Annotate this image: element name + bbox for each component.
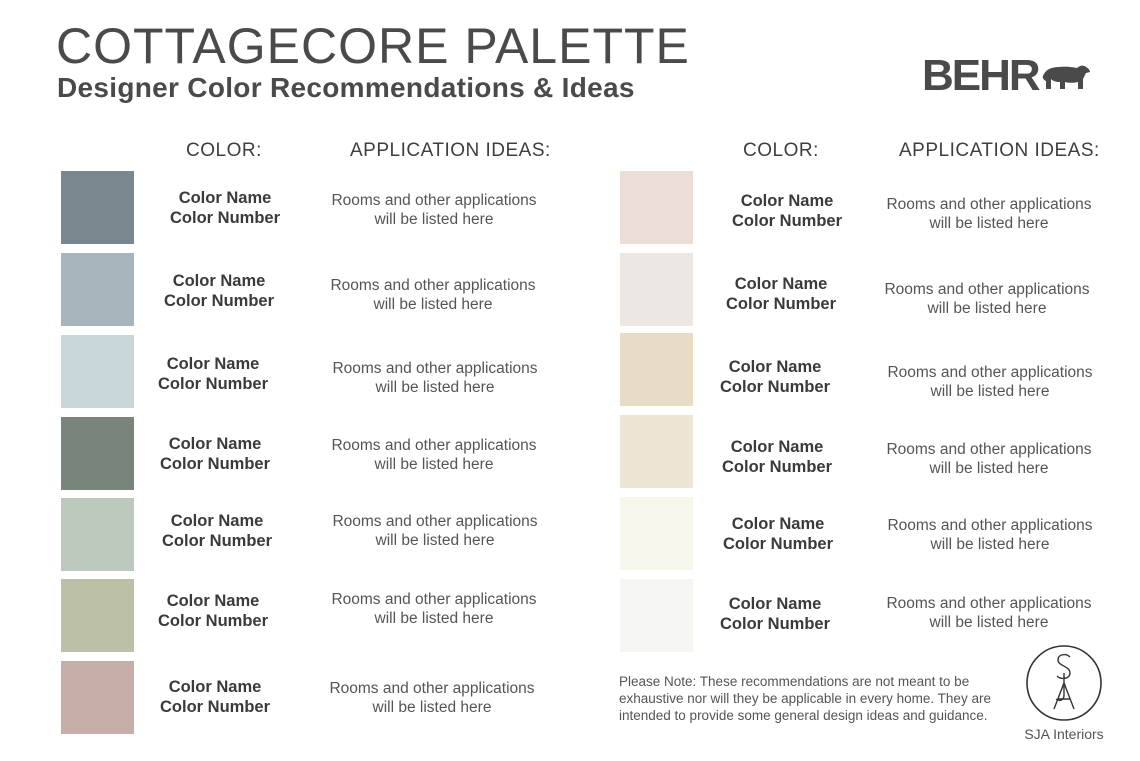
- color-number: Color Number: [721, 458, 832, 476]
- application-ideas: [310, 512, 560, 550]
- color-name: Color Name: [168, 678, 262, 696]
- application-ideas: [309, 191, 559, 229]
- sja-monogram-icon: [1024, 643, 1104, 723]
- color-label: [706, 274, 856, 314]
- color-swatch: [61, 171, 134, 244]
- page-subtitle: Designer Color Recommendations & Ideas: [57, 72, 635, 103]
- application-line: Rooms and other applications: [886, 196, 1092, 213]
- color-name: Color Name: [731, 515, 825, 533]
- application-ideas: [310, 359, 560, 397]
- application-line: will be listed here: [372, 699, 492, 716]
- left-application-header: APPLICATION IDEAS:: [350, 140, 551, 161]
- color-swatch: [620, 497, 693, 570]
- application-ideas: [864, 195, 1114, 233]
- application-ideas: [307, 679, 557, 717]
- application-line: Rooms and other applications: [331, 437, 537, 454]
- color-label: [150, 188, 300, 228]
- color-label: [702, 437, 852, 477]
- color-label: [712, 191, 862, 231]
- application-line: Rooms and other applications: [330, 277, 536, 294]
- color-number: Color Number: [731, 212, 842, 230]
- application-ideas: [865, 363, 1115, 401]
- color-swatch: [620, 253, 693, 326]
- application-ideas: [864, 594, 1114, 632]
- application-ideas: [862, 280, 1112, 318]
- color-label: [700, 594, 850, 634]
- application-ideas: [309, 590, 559, 628]
- application-line: will be listed here: [374, 211, 494, 228]
- color-label: [140, 434, 290, 474]
- color-number: Color Number: [719, 615, 830, 633]
- application-line: will be listed here: [375, 532, 495, 549]
- application-line: Rooms and other applications: [331, 591, 537, 608]
- color-number: Color Number: [159, 698, 270, 716]
- color-name: Color Name: [170, 512, 264, 530]
- color-swatch: [61, 253, 134, 326]
- color-label: [140, 677, 290, 717]
- color-swatch: [620, 171, 693, 244]
- page-title: COTTAGECORE PALETTE: [56, 18, 690, 74]
- color-label: [144, 271, 294, 311]
- application-line: Rooms and other applications: [331, 192, 537, 209]
- color-label: [703, 514, 853, 554]
- application-line: will be listed here: [375, 379, 495, 396]
- color-swatch: [61, 661, 134, 734]
- color-name: Color Name: [734, 275, 828, 293]
- color-swatch: [61, 579, 134, 652]
- color-name: Color Name: [172, 272, 266, 290]
- bear-icon: [1041, 62, 1091, 90]
- application-line: Rooms and other applications: [886, 441, 1092, 458]
- color-number: Color Number: [719, 378, 830, 396]
- color-label: [142, 511, 292, 551]
- application-line: Rooms and other applications: [332, 513, 538, 530]
- color-name: Color Name: [166, 355, 260, 373]
- color-number: Color Number: [161, 532, 272, 550]
- color-label: [138, 591, 288, 631]
- application-ideas: [309, 436, 559, 474]
- application-ideas: [308, 276, 558, 314]
- application-line: Rooms and other applications: [887, 517, 1093, 534]
- color-swatch: [61, 498, 134, 571]
- disclaimer-note: Please Note: These recommendations are not meant to be exhaustive nor will they be applicable in every home. They are intended to provide some general design ideas and guidance.: [619, 674, 991, 723]
- application-line: Rooms and other applications: [329, 680, 535, 697]
- sja-interiors-logo: [1022, 643, 1106, 742]
- color-name: Color Name: [740, 192, 834, 210]
- application-line: Rooms and other applications: [887, 364, 1093, 381]
- left-color-header: COLOR:: [186, 140, 262, 161]
- color-swatch: [620, 333, 693, 406]
- color-number: Color Number: [169, 209, 280, 227]
- application-line: will be listed here: [929, 460, 1049, 477]
- color-number: Color Number: [725, 295, 836, 313]
- behr-logo: [922, 51, 1091, 100]
- sja-interiors-label: SJA Interiors: [1024, 726, 1104, 742]
- color-number: Color Number: [157, 612, 268, 630]
- right-application-header: APPLICATION IDEAS:: [899, 140, 1100, 161]
- application-ideas: [865, 516, 1115, 554]
- application-line: will be listed here: [930, 536, 1050, 553]
- application-line: Rooms and other applications: [332, 360, 538, 377]
- color-name: Color Name: [168, 435, 262, 453]
- color-number: Color Number: [157, 375, 268, 393]
- color-label: [138, 354, 288, 394]
- color-swatch: [61, 417, 134, 490]
- color-swatch: [61, 335, 134, 408]
- color-name: Color Name: [728, 595, 822, 613]
- application-line: will be listed here: [929, 614, 1049, 631]
- application-line: Rooms and other applications: [886, 595, 1092, 612]
- application-line: will be listed here: [373, 296, 493, 313]
- right-color-header: COLOR:: [743, 140, 819, 161]
- color-name: Color Name: [166, 592, 260, 610]
- color-name: Color Name: [730, 438, 824, 456]
- application-ideas: [864, 440, 1114, 478]
- application-line: will be listed here: [374, 610, 494, 627]
- color-number: Color Number: [159, 455, 270, 473]
- application-line: will be listed here: [929, 215, 1049, 232]
- color-name: Color Name: [728, 358, 822, 376]
- color-number: Color Number: [163, 292, 274, 310]
- color-number: Color Number: [722, 535, 833, 553]
- behr-logo-text: BEHR: [922, 51, 1039, 100]
- color-swatch: [620, 415, 693, 488]
- application-line: will be listed here: [930, 383, 1050, 400]
- color-label: [700, 357, 850, 397]
- color-name: Color Name: [178, 189, 272, 207]
- color-swatch: [620, 579, 693, 652]
- application-line: Rooms and other applications: [884, 281, 1090, 298]
- application-line: will be listed here: [374, 456, 494, 473]
- application-line: will be listed here: [927, 300, 1047, 317]
